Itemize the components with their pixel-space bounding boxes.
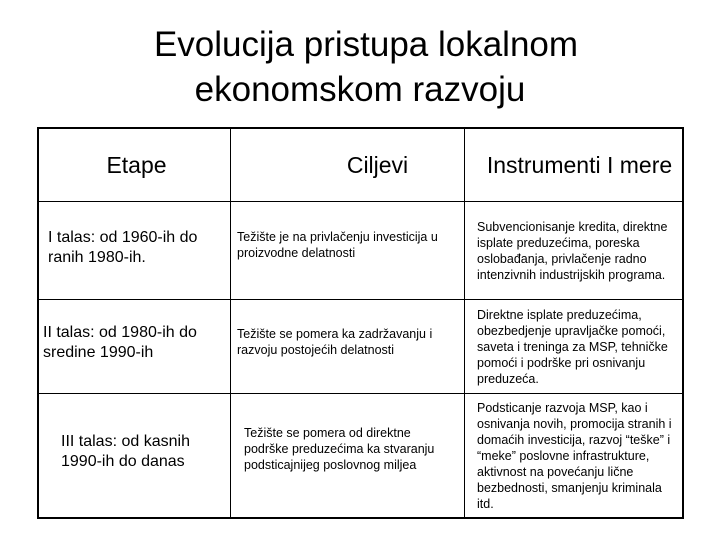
row-2-instruments: Direktne isplate preduzećima, obezbedjenje upravljačke pomoći, saveta i treninga za MSP, tehničke pomoći i podrške pri osnivanju preduzeća.	[477, 307, 668, 386]
row-3-goal: Težište se pomera od direktne podrške preduzećima ka stvaranju podsticajnijeg poslovnog miljea	[244, 425, 435, 472]
row-2-goal: Težište se pomera ka zadržavanju i razvoju postojećih delatnosti	[237, 326, 433, 357]
slide-title-line-2: ekonomskom razvoju	[194, 70, 526, 109]
row-1-goal: Težište je na privlačenju investicija u proizvodne delatnosti	[237, 229, 438, 260]
row-2-stage: II talas: od 1980-ih do sredine 1990-ih	[43, 323, 197, 361]
header-instrumenti: Instrumenti I mere	[486, 152, 673, 178]
row-3-instruments: Podsticanje razvoja MSP, kao i osnivanja novih, promocija stranih i domaćih investicija, razvoj “teške” i “meke” poslovne infrastrukture, aktivnost na povećanju lične bezbednosti, smanjenju kriminala itd.	[477, 400, 672, 511]
row-1-instruments: Subvencionisanje kredita, direktne isplate preduzećima, poreska oslobađanja, privlačenje radno intenzivnih industrijskih programa.	[477, 219, 668, 282]
header-etape: Etape	[106, 152, 167, 178]
row-3-stage: III talas: od kasnih 1990-ih do danas	[61, 432, 190, 470]
stages-table	[37, 127, 684, 519]
header-ciljevi: Ciljevi	[346, 152, 409, 178]
slide-title-line-1: Evolucija pristupa lokalnom	[153, 25, 579, 64]
slide-title	[0, 22, 720, 112]
row-1-stage: I talas: od 1960-ih do ranih 1980-ih.	[48, 228, 198, 266]
